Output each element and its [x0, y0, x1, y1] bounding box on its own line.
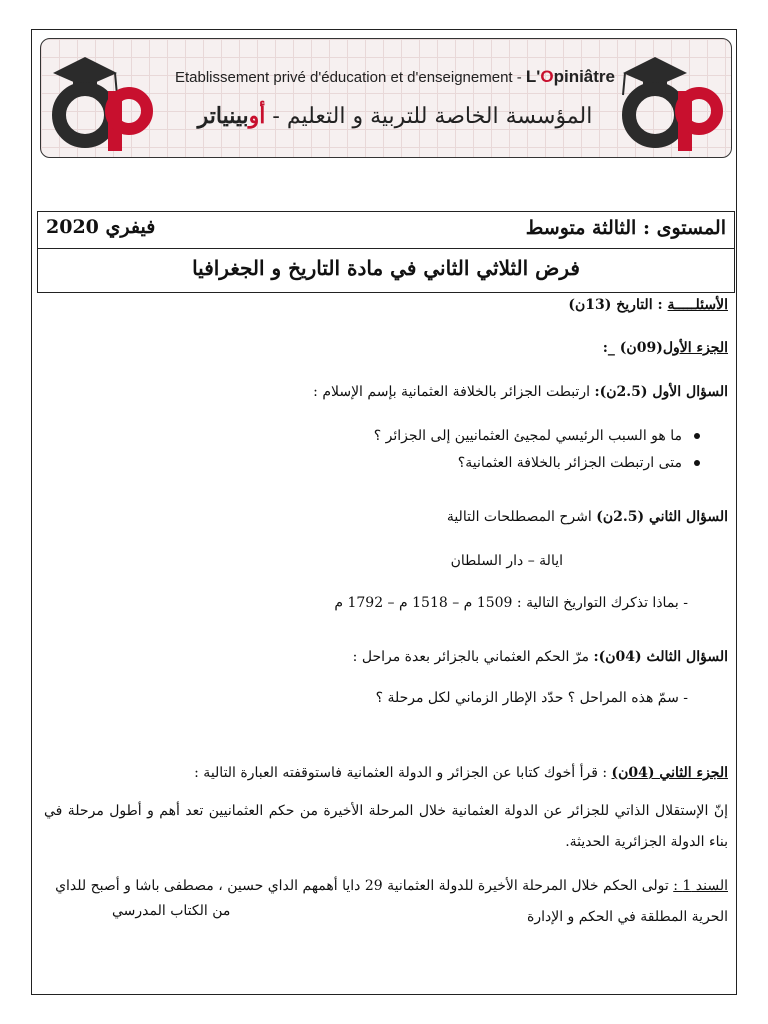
question-1 [313, 384, 728, 400]
question-1-label: السؤال الأول (2.5ن): [594, 384, 728, 400]
banner-french-prefix: Etablissement privé d'éducation et d'enseignement - [174, 69, 526, 86]
questions-heading-label: الأسئلـــــة [667, 297, 728, 313]
header-banner [40, 38, 732, 158]
school-logo [45, 43, 157, 155]
level-label: المستوى : الثالثة متوسط [525, 217, 726, 239]
bullet-item [374, 428, 700, 444]
brand-name-fr [526, 67, 615, 86]
part2-quote: إنّ الإستقلال الذاتي للجزائر عن الدولة العثمانية خلال المرحلة الأخيرة من حكم العثمانيين تعد أهم و أطول مرحلة في بناء الدولة الجزائرية الحديثة. [44, 803, 728, 850]
brand-rest: piniâtre [553, 67, 615, 86]
exam-info-box [37, 211, 735, 293]
banner-arabic-text [165, 103, 625, 129]
brand-ar-rest: بينياتر [197, 103, 249, 129]
questions-heading-rest: : التاريخ (13ن) [568, 297, 668, 313]
part1-heading-rest: (09ن) _: [602, 340, 663, 356]
question-1-text: ارتبطت الجزائر بالخلافة العثمانية بإسم الإسلام : [313, 384, 595, 400]
question-2-dates: - بماذا تذكرك التواريخ التالية : 1509 م – 1518 م – 1792 م [334, 595, 688, 611]
exam-title: فرض الثلاثي الثاني في مادة التاريخ و الجغرافيا [192, 256, 580, 280]
part2-heading [194, 765, 728, 781]
banner-french-text [165, 67, 625, 87]
bullet-text: متى ارتبطت الجزائر بالخلافة العثمانية؟ [457, 455, 682, 471]
exam-info-row [38, 212, 734, 249]
source-1 [44, 871, 728, 933]
question-3-task: - سمّ هذه المراحل ؟ حدّد الإطار الزماني لكل مرحلة ؟ [375, 690, 688, 706]
question-3-label: السؤال الثالث (04ن): [593, 649, 728, 665]
question-2 [447, 509, 728, 525]
bullet-text: ما هو السبب الرئيسي لمجيئ العثمانيين إلى الجزائر ؟ [373, 428, 682, 444]
question-3 [353, 649, 728, 665]
question-2-text: اشرح المصطلحات التالية [446, 509, 597, 525]
bullet-item [458, 455, 700, 471]
question-2-label: السؤال الثاني (2.5ن) [596, 509, 728, 525]
bullet-icon [694, 433, 700, 439]
banner-arabic-prefix: المؤسسة الخاصة للتربية و التعليم - [265, 104, 593, 129]
bullet-icon [694, 460, 700, 466]
source-1-text: تولى الحكم خلال المرحلة الأخيرة للدولة العثمانية 29 دايا أهمهم الداي حسين ، مصطفى باشا و أصبح للداي الحرية المطلقة في الحكم و الإدارة [55, 878, 728, 925]
brand-ar-red: أو [248, 103, 266, 129]
source-1-label: السند 1 : [673, 878, 728, 894]
part2-heading-text: : قرأ أخوك كتابا عن الجزائر و الدولة العثمانية فاستوقفته العبارة التالية : [194, 765, 612, 781]
part2-heading-label: الجزء الثاني (04ن) [611, 765, 728, 781]
part1-heading [603, 340, 728, 356]
question-2-terms: ايالة – دار السلطان [450, 553, 563, 569]
question-3-text: مرّ الحكم العثماني بالجزائر بعدة مراحل : [352, 649, 594, 665]
source-note: من الكتاب المدرسي [112, 903, 231, 919]
questions-heading [568, 297, 728, 313]
exam-date: فيفري 2020 [46, 216, 156, 238]
brand-l: L' [525, 67, 541, 86]
part1-heading-label: الجزء الأول [662, 340, 728, 356]
brand-o: O [540, 67, 554, 86]
school-logo [615, 43, 727, 155]
